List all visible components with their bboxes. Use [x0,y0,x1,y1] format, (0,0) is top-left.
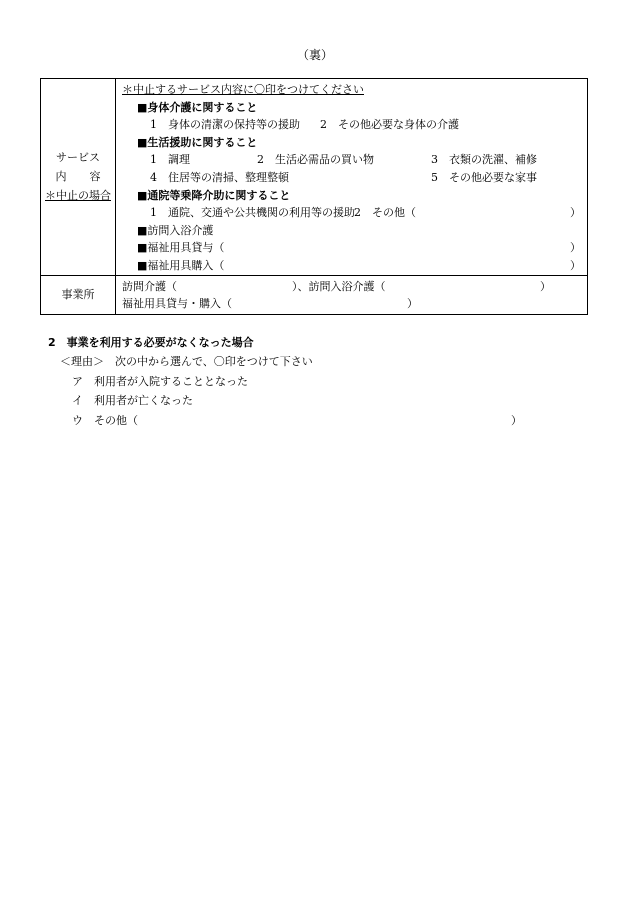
bathing-option[interactable]: ■訪問入浴介護 [137,223,214,237]
bathing-paren-close: ） [540,279,551,293]
equipment-field-label: 福祉用具貸与・購入（ [122,297,232,311]
reason-option-c-row [48,411,522,430]
body-care-option-2[interactable]: 2 その他必要な身体の介護 [320,118,459,132]
reason-instruction: ＜理由＞ 次の中から選んで、〇印をつけて下さい [60,355,313,369]
service-label: サービス [56,151,100,165]
equipment-purchase-paren-close: ） [570,258,581,272]
reason-option-c[interactable]: ウ その他（ [72,413,138,427]
equipment-purchase-option[interactable]: ■福祉用具購入（ [137,258,225,272]
content-label: 内 容 [55,170,101,184]
body-care-heading: ■身体介護に関すること [137,100,258,114]
life-support-option-3[interactable]: 3 衣類の洗濯、補修 [431,153,537,167]
equipment-purchase-row [122,257,581,275]
body-care-options [122,116,581,134]
equipment-paren-close: ） [407,297,418,311]
section-2 [48,333,522,430]
transport-heading: ■通院等乗降介助に関すること [137,188,291,202]
bathing-field-label: ）、訪問入浴介護（ [292,279,386,293]
office-label: 事業所 [41,275,116,314]
transport-option-1[interactable]: 1 通院、交通や公共機関の利用等の援助 [150,206,355,220]
office-line-1 [122,278,581,296]
transport-options [122,204,581,222]
service-content-cell [116,79,588,276]
life-support-option-5[interactable]: 5 その他必要な家事 [431,170,537,184]
reason-option-a[interactable]: ア 利用者が入院することとなった [72,374,248,388]
body-care-option-1[interactable]: 1 身体の清潔の保持等の援助 [150,118,300,132]
service-table [40,78,588,315]
equipment-rental-paren-close: ） [570,241,581,255]
life-support-option-1[interactable]: 1 調理 [150,153,190,167]
life-support-option-2[interactable]: 2 生活必需品の買い物 [257,153,374,167]
cancel-label: ＊中止の場合 [45,189,111,203]
life-support-options-row2 [122,169,581,187]
section-2-heading: 2 事業を利用する必要がなくなった場合 [48,336,254,349]
life-support-heading: ■生活援助に関すること [137,135,258,149]
transport-option-2[interactable]: 2 その他（ [354,206,416,220]
page-title: （裏） [296,48,333,62]
life-support-options-row1 [122,151,581,169]
office-content-cell [116,275,588,314]
life-support-option-4[interactable]: 4 住居等の清掃、整理整頓 [150,170,289,184]
reason-option-c-paren-close: ） [511,413,522,427]
equipment-rental-row [122,239,581,257]
reason-option-b[interactable]: イ 利用者が亡くなった [72,394,193,408]
service-label-cell [41,79,116,276]
home-care-field-label: 訪問介護（ [122,279,177,293]
office-line-2 [122,295,581,313]
instruction-text: ＊中止するサービス内容に〇印をつけてください [122,83,364,96]
transport-paren-close: ） [570,206,581,220]
equipment-rental-option[interactable]: ■福祉用具貸与（ [137,241,225,255]
